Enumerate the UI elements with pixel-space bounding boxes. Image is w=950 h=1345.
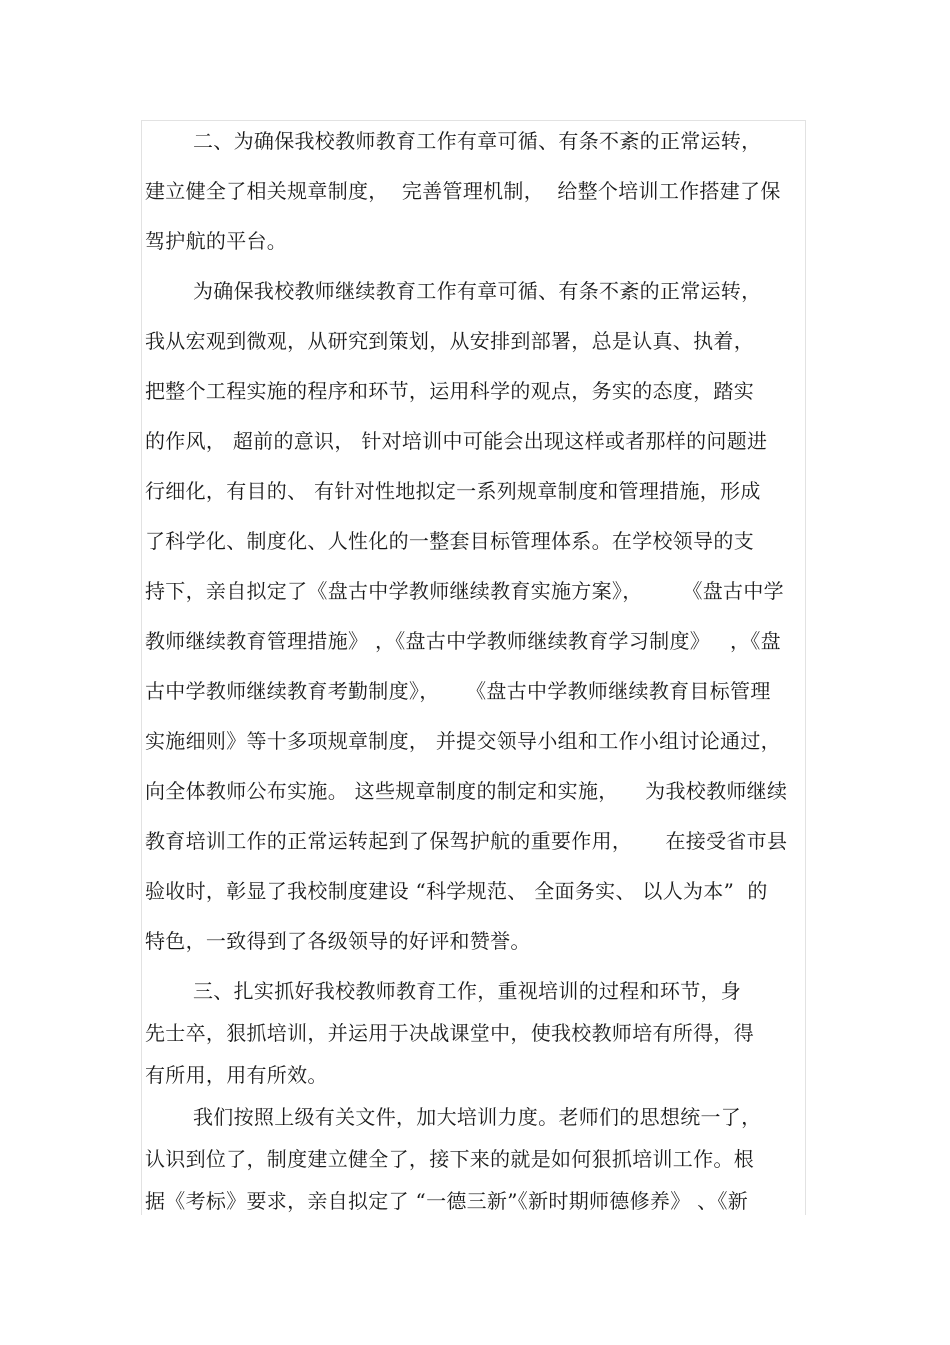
text-line: 教师继续教育管理措施》 ，《盘古中学教师继续教育学习制度》 ，《盘 xyxy=(145,629,781,653)
text-line: 了科学化、制度化、人性化的一整套目标管理体系。在学校领导的支 xyxy=(145,529,754,553)
text-line: 认识到位了，制度建立健全了，接下来的就是如何狠抓培训工作。根 xyxy=(145,1147,754,1171)
text-line: 先士卒，狠抓培训，并运用于决战课堂中，使我校教师培有所得，得 xyxy=(145,1021,754,1045)
text-line: 二、为确保我校教师教育工作有章可循、有条不紊的正常运转， xyxy=(193,129,762,153)
text-line: 验收时，彰显了我校制度建设 “科学规范、 全面务实、 以人为本” 的 xyxy=(145,879,768,903)
text-line: 教育培训工作的正常运转起到了保驾护航的重要作用， 在接受省市县 xyxy=(145,829,788,853)
text-line: 三、扎实抓好我校教师教育工作，重视培训的过程和环节，身 xyxy=(193,979,742,1003)
text-line: 持下，亲自拟定了《盘古中学教师继续教育实施方案》， 《盘古中学 xyxy=(145,579,784,603)
text-line: 的作风， 超前的意识， 针对培训中可能会出现这样或者那样的问题进 xyxy=(145,429,768,453)
text-line: 我从宏观到微观，从研究到策划，从安排到部署，总是认真、执着， xyxy=(145,329,754,353)
text-line: 行细化，有目的、 有针对性地拟定一系列规章制度和管理措施，形成 xyxy=(145,479,761,503)
text-line: 古中学教师继续教育考勤制度》， 《盘古中学教师继续教育目标管理 xyxy=(145,679,771,703)
text-line: 驾护航的平台。 xyxy=(145,229,288,253)
text-line: 我们按照上级有关文件，加大培训力度。老师们的思想统一了， xyxy=(193,1105,762,1129)
text-line: 据《考标》要求，亲自拟定了 “一德三新”《新时期师德修养》 、《新 xyxy=(145,1189,749,1213)
text-line: 特色，一致得到了各级领导的好评和赞誉。 xyxy=(145,929,531,953)
text-line: 建立健全了相关规章制度， 完善管理机制， 给整个培训工作搭建了保 xyxy=(145,179,781,203)
text-line: 为确保我校教师继续教育工作有章可循、有条不紊的正常运转， xyxy=(193,279,762,303)
text-line: 有所用，用有所效。 xyxy=(145,1063,328,1087)
text-line: 实施细则》等十多项规章制度， 并提交领导小组和工作小组讨论通过， xyxy=(145,729,781,753)
text-line: 把整个工程实施的程序和环节，运用科学的观点，务实的态度，踏实 xyxy=(145,379,754,403)
text-line: 向全体教师公布实施。 这些规章制度的制定和实施， 为我校教师继续 xyxy=(145,779,788,803)
